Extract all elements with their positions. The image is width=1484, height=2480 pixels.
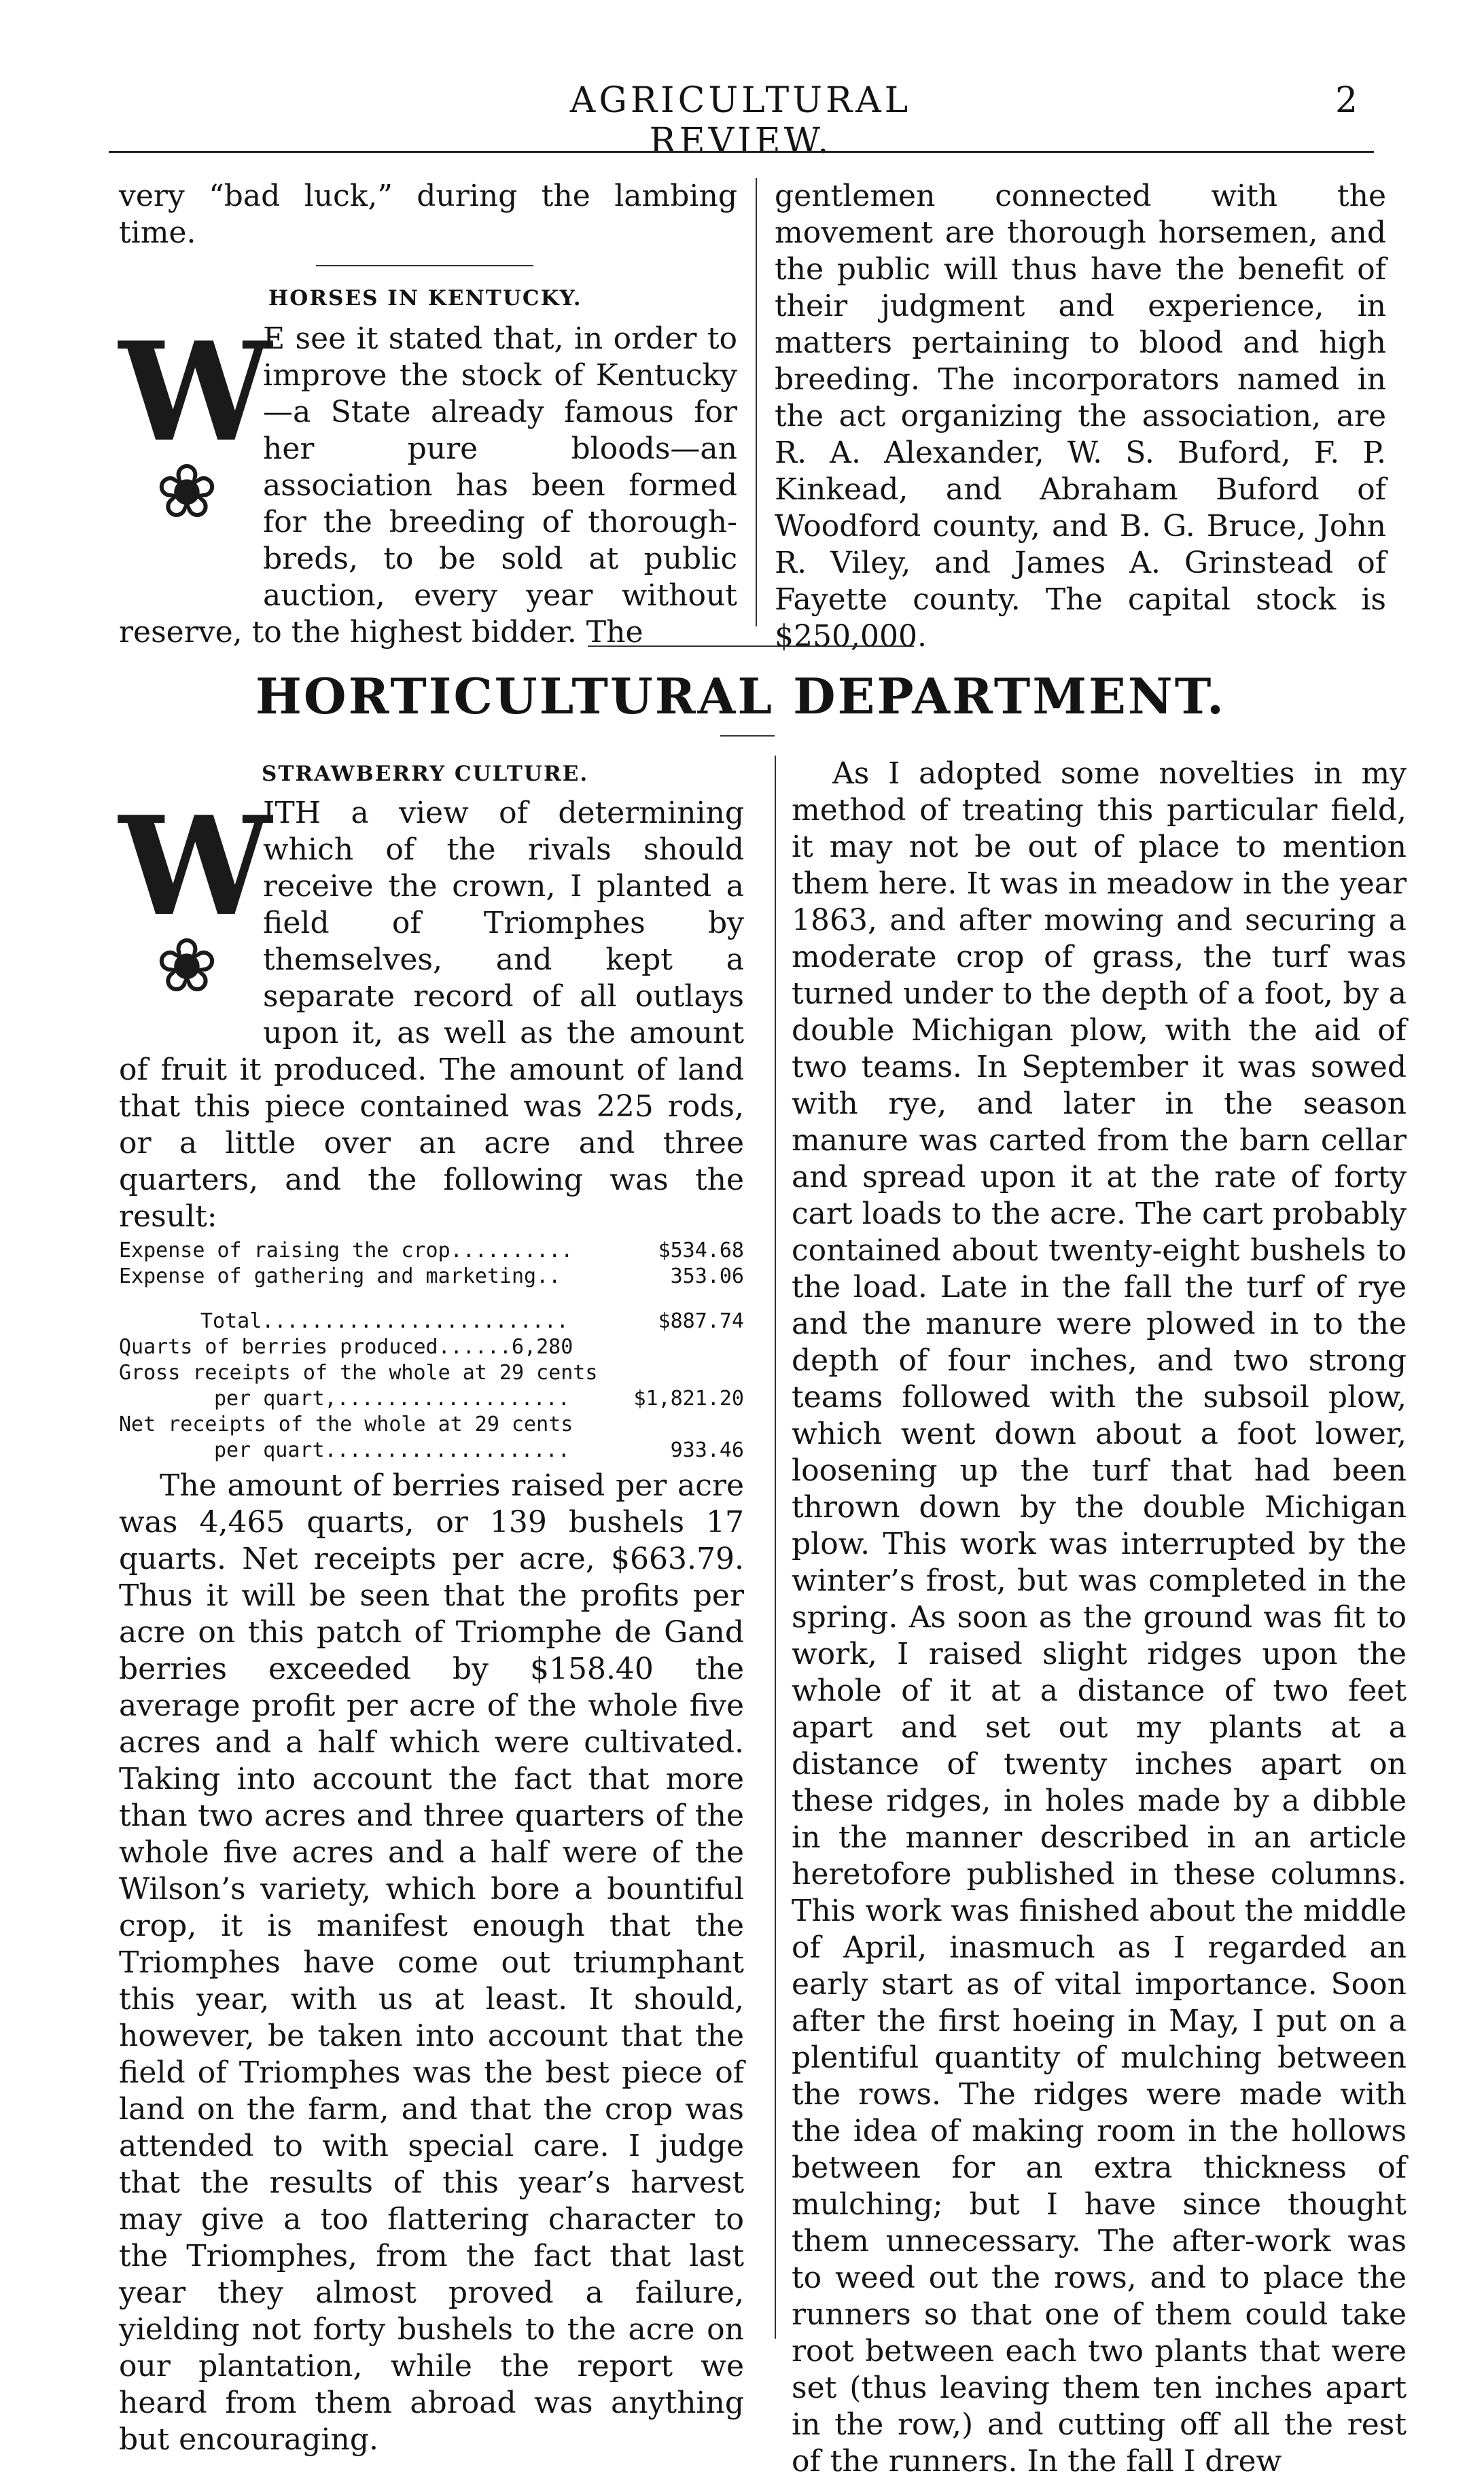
section-rule xyxy=(316,265,533,266)
ledger-value: $534.68 xyxy=(658,1239,744,1262)
strawberry-intro: ITH a view of determining which of the rivals should receive the crown, I planted a field of Triomphes by themselves, and kept a separate record of all outlays upon it, as well as the amount of fruit it produced. The amount of land that this piece contained was 225 rods, or a little over an acre and three quarters, and the following was the result: xyxy=(119,796,744,1234)
ledger-row xyxy=(119,1386,744,1412)
ledger-label: Expense of gathering and marketing.. xyxy=(119,1264,561,1288)
drop-cap xyxy=(119,787,272,1023)
top-left-column xyxy=(119,178,737,651)
strawberry-left-column xyxy=(119,756,744,2458)
strawberry-paragraph-right: As I adopted some novelties in my method of treating this particular field, it may not be out of place to mention them here. It was in meadow in the year 1863, and after mowing and securing a moderate crop of grass, the turf was turned under to the depth of a foot, by a double Michigan plow, with the aid of two teams. In September it was sowed with rye, and later in the season manure was carted from the barn cellar and spread upon it at the rate of forty cart loads to the acre. The cart probably contained about twenty-eight bushels to the load. Late in the fall the turf of rye and the manure were plowed in to the depth of four inches, and two strong teams followed with the subsoil plow, which went down about a foot lower, loosening up the turf that had been thrown down by the double Michigan plow. This work was interrupted by the winter’s frost, but was completed in the spring. As soon as the ground was fit to work, I raised slight ridges upon the whole of it at a distance of two feet apart and set out my plants at a distance of twenty inches apart on these ridges, in holes made by a dibble in the manner described in an article heretofore published in these columns. This work was finished about the middle of April, inasmuch as I regarded an early start as of vital importance. Soon after the first hoeing in May, I put on a plentiful quantity of mulching between the rows. The ridges were made with the idea of making room in the hollows between for an extra thickness of mulching; but I have since thought them unnecessary. The after-work was to weed out the rows, and to place the runners so that one of them could take root between each two plants that were set (thus leaving them ten inches apart in the row,) and cutting off all the rest of the runners. In the fall I drew xyxy=(792,756,1407,2479)
department-underline xyxy=(720,735,775,737)
ledger-value: 6,280 xyxy=(511,1335,573,1359)
ledger-label: Total......................... xyxy=(200,1309,569,1333)
continuation-text: very “bad luck,” during the lambing time. xyxy=(119,179,737,250)
drop-cap-letter: W xyxy=(119,787,272,946)
column-divider xyxy=(756,178,757,626)
ledger-value: 933.46 xyxy=(670,1438,744,1462)
horses-heading: HORSES IN KENTUCKY. xyxy=(268,286,582,311)
strawberry-right-column xyxy=(792,756,1407,2480)
ledger-label: Net receipts of the whole at 29 cents xyxy=(119,1413,573,1436)
drop-cap-letter: W xyxy=(119,313,272,472)
top-right-column xyxy=(775,178,1386,655)
drop-cap xyxy=(119,313,272,583)
header-rule xyxy=(109,151,1374,153)
ledger-row xyxy=(119,1334,744,1360)
flourish-ornament: ❀ xyxy=(155,922,219,1009)
ledger-row xyxy=(119,1309,744,1334)
page-number: 2 xyxy=(1335,80,1358,121)
horses-body: E see it stated that, in order to improve the stock of Kentucky —a State already famous for her pure bloods—an association has been formed for the breeding of thorough-breds, to be sold at public auction, every year without reserve, to the highest bidder. The xyxy=(119,321,737,650)
ledger-label: Expense of raising the crop.......... xyxy=(119,1239,573,1262)
ledger-row xyxy=(119,1360,744,1386)
department-rule xyxy=(588,645,914,647)
strawberry-paragraph-left: The amount of berries raised per acre was 4,465 quarts, or 139 bushels 17 quarts. Net receipts per acre, $663.79. Thus it will be seen that the profits per acre on this patch of Triomphe de Gand berries exceeded by $158.40 the average profit per acre of the whole five acres and a half which were cultivated. Taking into account the fact that more than two acres and three quarters of the whole five acres and a half were of the Wilson’s variety, which bore a bountiful crop, it is manifest enough that the Triomphes have come out triumphant this year, with us at least. It should, however, be taken into account that the field of Triomphes was the best piece of land on the farm, and that the crop was attended to with special care. I judge that the results of this year’s harvest may give a too flattering character to the Triomphes, from the fact that last year they almost proved a failure, yielding not forty bushels to the acre on our plantation, while the report we heard from them abroad was anything but encouraging. xyxy=(119,1468,744,2457)
column-divider xyxy=(775,756,776,2339)
ledger-row xyxy=(119,1238,744,1264)
ledger-row xyxy=(119,1438,744,1464)
ledger-row xyxy=(119,1264,744,1290)
ledger-label: Quarts of berries produced...... xyxy=(119,1335,512,1359)
ledger-row xyxy=(119,1412,744,1438)
ledger-label: Gross receipts of the whole at 29 cents xyxy=(119,1361,598,1385)
ledger-value: 353.06 xyxy=(670,1264,744,1288)
strawberry-heading: STRAWBERRY CULTURE. xyxy=(262,762,589,786)
flourish-ornament: ❀ xyxy=(155,448,219,535)
ledger-label: per quart,................... xyxy=(214,1387,570,1411)
ledger-value: $1,821.20 xyxy=(633,1387,744,1411)
ledger-label: per quart.................... xyxy=(214,1438,570,1462)
running-title: AGRICULTURAL REVIEW. xyxy=(569,80,912,162)
horses-continuation: gentlemen connected with the movement are thorough horsemen, and the public will thus have the benefit of their judgment and experience, in matters pertaining to blood and high breeding. The incorporators named in the act organizing the association, are R. A. Alexander, W. S. Buford, F. P. Kinkead, and Abraham Buford of Woodford county, and B. G. Bruce, John R. Viley, and James A. Grinstead of Fayette county. The capital stock is $250,000. xyxy=(775,179,1386,654)
expense-ledger xyxy=(119,1238,744,1464)
department-title: HORTICULTURAL DEPARTMENT. xyxy=(255,667,1226,725)
ledger-value: $887.74 xyxy=(658,1309,744,1333)
